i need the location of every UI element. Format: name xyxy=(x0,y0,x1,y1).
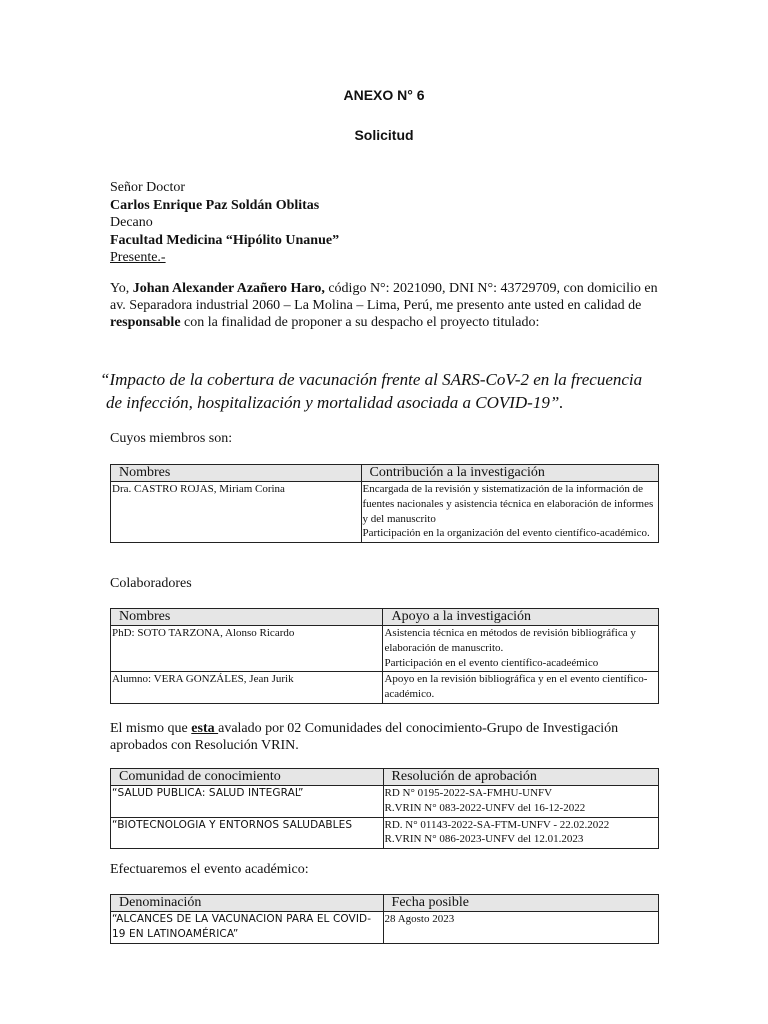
intro-text-c: con la finalidad de proponer a su despacho el proyecto titulado: xyxy=(180,315,540,330)
column-header: Resolución de aprobación xyxy=(383,769,658,786)
annex-title: ANEXO N° 6 xyxy=(343,87,425,103)
table-row xyxy=(111,482,659,543)
table-row xyxy=(111,912,659,944)
communities-table xyxy=(110,768,659,849)
column-header: Apoyo a la investigación xyxy=(383,609,659,626)
column-header: Denominación xyxy=(111,895,384,912)
table-cell: “ALCANCES DE LA VACUNACION PARA EL COVID-19 EN LATINOAMÉRICA” xyxy=(111,912,384,944)
table-row xyxy=(111,817,659,849)
intro-text-a: Yo, xyxy=(110,281,133,296)
table-header-row xyxy=(111,895,659,912)
column-header: Nombres xyxy=(111,465,362,482)
table-header-row xyxy=(111,769,659,786)
table-header-row xyxy=(111,609,659,626)
table-cell: Dra. CASTRO ROJAS, Miriam Corina xyxy=(111,482,362,543)
table-row xyxy=(111,672,659,704)
table-cell: Apoyo en la revisión bibliográfica y en el evento científico-académico. xyxy=(383,672,659,704)
column-header: Contribución a la investigación xyxy=(361,465,658,482)
subject-title: Solicitud xyxy=(354,127,414,143)
table-cell: 28 Agosto 2023 xyxy=(383,912,658,944)
table-cell: Asistencia técnica en métodos de revisión bibliográfica y elaboración de manuscrito. Participación en el evento científico-acadeémico xyxy=(383,626,659,672)
collaborators-label: Colaboradores xyxy=(110,576,192,591)
collaborators-table xyxy=(110,608,659,704)
endorsement-paragraph xyxy=(110,720,670,754)
column-header: Fecha posible xyxy=(383,895,658,912)
event-label: Efectuaremos el evento académico: xyxy=(110,862,309,877)
column-header: Nombres xyxy=(111,609,383,626)
table-row xyxy=(111,626,659,672)
column-header: Comunidad de conocimiento xyxy=(111,769,384,786)
project-title-line-2: de infección, hospitalización y mortalidad asociada a COVID-19”. xyxy=(106,393,564,412)
project-title xyxy=(100,368,700,414)
table-row xyxy=(111,786,659,818)
table-cell: RD N° 0195-2022-SA-FMHU-UNFV R.VRIN N° 083-2022-UNFV del 16-12-2022 xyxy=(383,786,658,818)
table-cell: Alumno: VERA GONZÁLES, Jean Jurik xyxy=(111,672,383,704)
intro-paragraph xyxy=(110,280,660,331)
table-cell: “SALUD PUBLICA: SALUD INTEGRAL” xyxy=(111,786,384,818)
members-label: Cuyos miembros son: xyxy=(110,431,233,446)
applicant-name: Johan Alexander Azañero Haro, xyxy=(132,281,325,296)
table-header-row xyxy=(111,465,659,482)
addressee-role: Decano xyxy=(110,215,153,230)
endorsement-emphasis: esta xyxy=(191,721,219,736)
table-cell: PhD: SOTO TARZONA, Alonso Ricardo xyxy=(111,626,383,672)
table-cell: Encargada de la revisión y sistematización de la información de fuentes nacionales y asistencia técnica en elaboración de informes y del manuscrito Participación en la organización del evento científico-académico. xyxy=(361,482,658,543)
presente-line: Presente.- xyxy=(110,250,166,265)
faculty-name: Facultad Medicina “Hipólito Unanue” xyxy=(110,232,340,248)
endorsement-text-a: El mismo que xyxy=(110,721,192,736)
event-table xyxy=(110,894,659,944)
table-cell: RD. N° 01143-2022-SA-FTM-UNFV - 22.02.2022 R.VRIN N° 086-2023-UNFV del 12.01.2023 xyxy=(383,817,658,849)
intro-text-b: código N°: 2021090, DNI N°: 43729709, con domicilio en av. Separadora industrial 2060 – La Molina – Lima, Perú, me presento ante usted en calidad de xyxy=(110,281,658,313)
addressee-block xyxy=(110,179,339,267)
endorsement-text-b: avalado por 02 Comunidades del conocimiento-Grupo de Investigación aprobados con Resolución VRIN. xyxy=(110,721,619,753)
table-cell: “BIOTECNOLOGIA Y ENTORNOS SALUDABLES xyxy=(111,817,384,849)
salutation: Señor Doctor xyxy=(110,180,186,195)
applicant-role: responsable xyxy=(110,315,181,330)
members-table xyxy=(110,464,659,543)
addressee-name: Carlos Enrique Paz Soldán Oblitas xyxy=(110,197,320,213)
project-title-line-1: “Impacto de la cobertura de vacunación frente al SARS-CoV-2 en la frecuencia xyxy=(100,370,643,389)
